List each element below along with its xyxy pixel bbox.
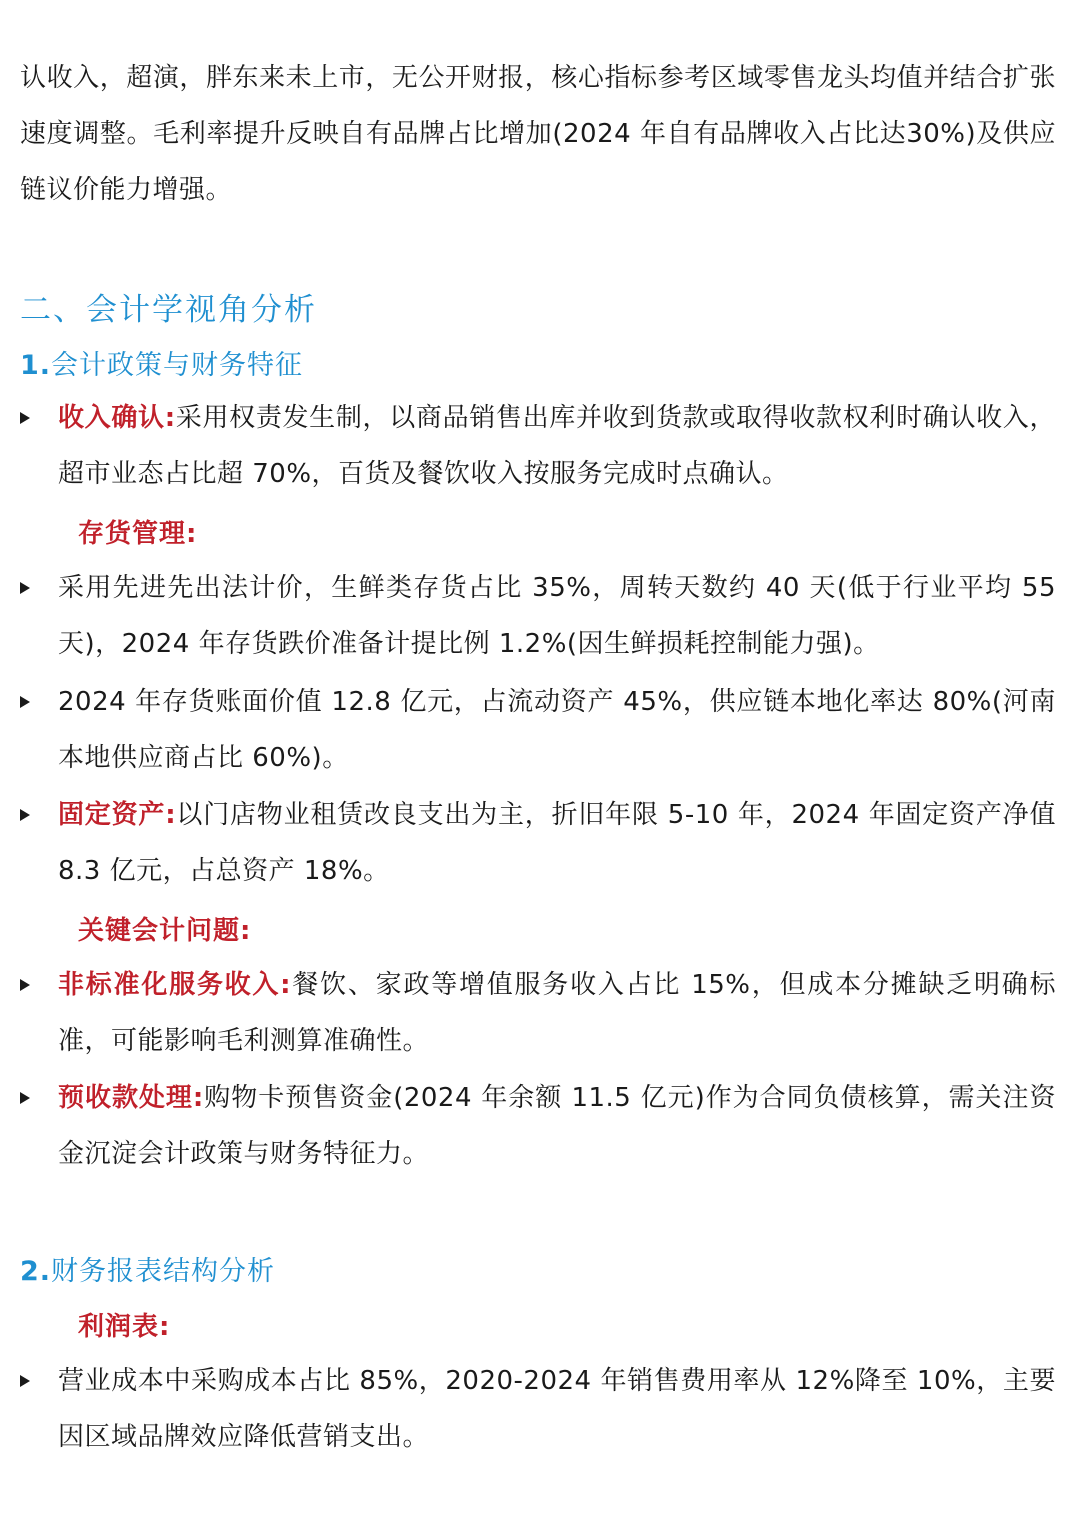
subsection-heading-1 [20,343,303,382]
item-lead: 固定资产: [58,800,177,830]
list-item-service-revenue [20,957,1056,1069]
list-item-inventory-valuation [20,560,1056,672]
subsection-number: 2. [20,1256,52,1287]
triangle-bullet-icon [20,582,30,594]
triangle-bullet-icon [20,979,30,991]
item-text: 采用权责发生制，以商品销售出库并收到货款或取得收款权利时确认收入，超市业态占比超 70%，百货及餐饮收入按服务完成时点确认。 [58,403,1056,489]
triangle-bullet-icon [20,412,30,424]
item-lead: 收入确认: [58,403,176,433]
subhead-income-statement: 利润表: [78,1312,171,1342]
subhead-inventory: 存货管理: [78,519,198,549]
triangle-bullet-icon [20,1092,30,1104]
triangle-bullet-icon [20,1375,30,1387]
intro-paragraph: 认收入，超演，胖东来未上市，无公开财报，核心指标参考区域零售龙头均值并结合扩张速度调整。毛利率提升反映自有品牌占比增加(2024 年自有品牌收入占比达30%)及供应链议价能力增强。 [20,63,1056,205]
item-text: 采用先进先出法计价，生鲜类存货占比 35%，周转天数约 40 天(低于行业平均 55 天)，2024 年存货跌价准备计提比例 1.2%(因生鲜损耗控制能力强)。 [58,573,1056,659]
list-item-inventory-value [20,674,1056,786]
subsection-number: 1. [20,350,52,381]
item-lead: 预收款处理: [58,1083,204,1113]
list-item-revenue [20,390,1056,502]
subsection-heading-2 [20,1249,275,1288]
item-text: 2024 年存货账面价值 12.8 亿元，占流动资产 45%，供应链本地化率达 80%(河南本地供应商占比 60%)。 [58,687,1056,773]
item-text: 购物卡预售资金(2024 年余额 11.5 亿元)作为合同负债核算，需关注资金沉淀会计政策与财务特征力。 [58,1083,1057,1169]
subsection-title: 会计政策与财务特征 [51,350,304,381]
subhead-key-issues: 关键会计问题: [78,916,252,946]
item-text: 营业成本中采购成本占比 85%，2020-2024 年销售费用率从 12%降至 10%，主要因区域品牌效应降低营销支出。 [58,1366,1056,1452]
section-heading: 二、会计学视角分析 [20,292,317,328]
item-text: 餐饮、家政等增值服务收入占比 15%，但成本分摊缺乏明确标准，可能影响毛利测算准确性。 [58,970,1056,1056]
list-item-fixed-assets [20,787,1056,899]
item-text: 以门店物业租赁改良支出为主，折旧年限 5-10 年，2024 年固定资产净值 8.3 亿元，占总资产 18%。 [58,800,1056,886]
triangle-bullet-icon [20,696,30,708]
list-item-operating-costs [20,1353,1056,1465]
subsection-title: 财务报表结构分析 [51,1256,276,1287]
list-item-prepayments [20,1070,1056,1182]
item-lead: 非标准化服务收入: [58,970,292,1000]
triangle-bullet-icon [20,809,30,821]
